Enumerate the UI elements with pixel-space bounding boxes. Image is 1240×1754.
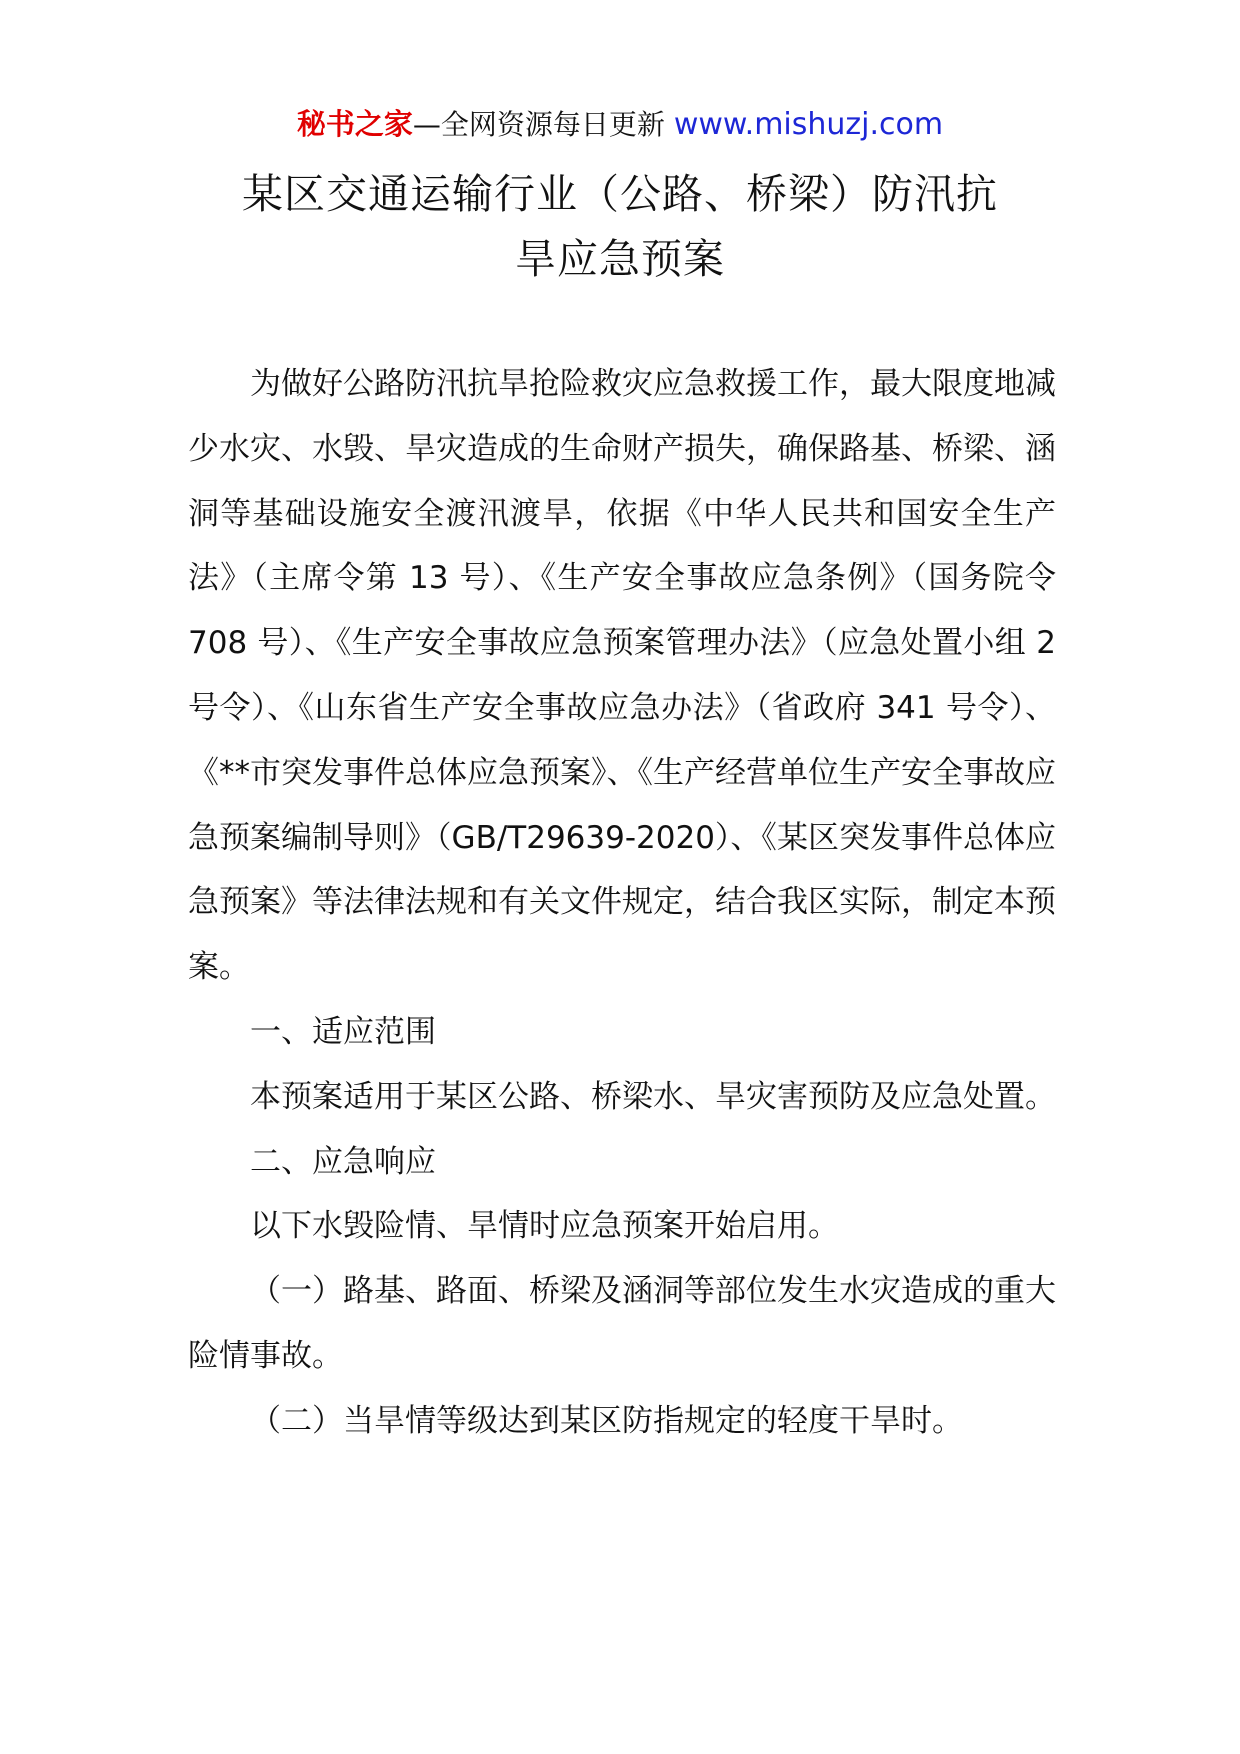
scope-paragraph: 本预案适用于某区公路、桥梁水、旱灾害预防及应急处置。 (250, 1078, 1056, 1115)
document-body (188, 352, 1056, 1454)
watermark-header (0, 104, 1240, 145)
site-url-link[interactable]: www.mishuzj.com (673, 107, 944, 142)
site-name: 秘书之家 (296, 107, 413, 141)
title-line-1: 某区交通运输行业（公路、桥梁）防汛抗 (242, 170, 998, 218)
section-heading-response: 二、应急响应 (250, 1143, 436, 1180)
section-heading-scope: 一、适应范围 (250, 1013, 436, 1050)
response-intro-paragraph: 以下水毁险情、旱情时应急预案开始启用。 (250, 1208, 839, 1245)
site-tagline: —全网资源每日更新 (412, 108, 665, 141)
intro-paragraph: 为做好公路防汛抗旱抢险救灾应急救援工作，最大限度地减少水灾、水毁、旱灾造成的生命财产损失，确保路基、桥梁、涵洞等基础设施安全渡汛渡旱，依据《中华人民共和国安全生产法》（主席令第 13 号）、《生产安全事故应急条例》（国务院令 708 号）、《生产安全事故应急预案管理办法》（应急处置小组 2 号令）、《山东省生产安全事故应急办法》（省政府 341 号令）、《**市突发事件总体应急预案》、《生产经营单位生产安全事故应急预案编制导则》（GB/T29639-2020）、《某区突发事件总体应急预案》等法律法规和有关文件规定，结合我区实际，制定本预案。 (188, 366, 1056, 986)
response-item-1: （一）路基、路面、桥梁及涵洞等部位发生水灾造成的重大险情事故。 (188, 1273, 1056, 1374)
response-item-2: （二）当旱情等级达到某区防指规定的轻度干旱时。 (250, 1402, 963, 1439)
title-line-2: 旱应急预案 (515, 235, 725, 283)
document-title (190, 162, 1050, 292)
